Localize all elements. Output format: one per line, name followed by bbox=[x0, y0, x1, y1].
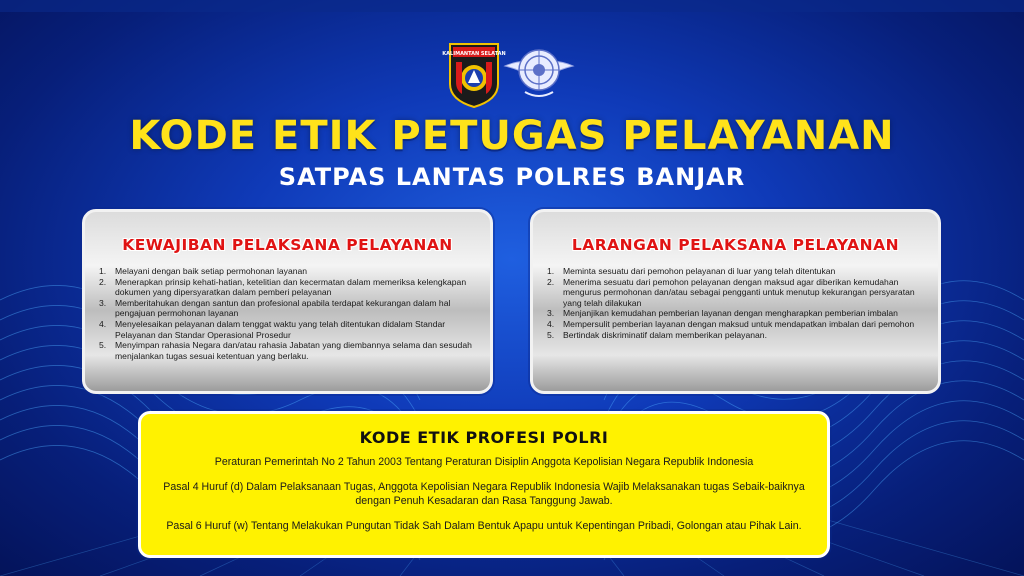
list-item-number: 2. bbox=[547, 276, 555, 287]
list-item-number: 1. bbox=[547, 266, 555, 276]
list-item bbox=[99, 266, 480, 277]
korlantas-emblem-icon bbox=[505, 40, 573, 102]
list-item-number: 4. bbox=[547, 318, 555, 329]
kode-etik-profesi-box bbox=[138, 411, 830, 558]
list-item-text: Menyelesaikan pelayanan dalam tenggat waktu yang telah ditentukan didalam Standar Pelayanan dan Standar Operasional Prosedur bbox=[115, 318, 446, 340]
list-item-text: Memberitahukan dengan santun dan profesional apabila terdapat kekurangan dalam hal pengajuan permohonan layanan bbox=[115, 297, 451, 319]
kewajiban-panel-title: KEWAJIBAN PELAKSANA PELAYANAN bbox=[122, 236, 453, 254]
list-item bbox=[99, 298, 480, 319]
kewajiban-list bbox=[99, 266, 480, 361]
list-item-text: Menerima sesuatu dari pemohon pelayanan dengan maksud agar diberikan kemudahan mengurus permohonan dan/atau sebagai pengganti untuk menutup kekurangan persyaratan yang telah dilakukan bbox=[563, 276, 915, 308]
list-item-number: 3. bbox=[99, 297, 107, 308]
list-item bbox=[547, 308, 928, 319]
kode-etik-title: KODE ETIK PROFESI POLRI bbox=[359, 428, 609, 447]
list-item-number: 5. bbox=[99, 340, 107, 351]
list-item-number: 4. bbox=[99, 318, 107, 329]
logo-left-text: KALIMANTAN SELATAN bbox=[442, 51, 506, 57]
page-subtitle: SATPAS LANTAS POLRES BANJAR bbox=[278, 163, 746, 191]
list-item-number: 5. bbox=[547, 329, 555, 340]
list-item bbox=[99, 340, 480, 361]
list-item bbox=[547, 330, 928, 341]
kode-etik-paragraph: Pasal 6 Huruf (w) Tentang Melakukan Pungutan Tidak Sah Dalam Bentuk Apapu untuk Kepentingan Pribadi, Golongan atau Pihak Lain. bbox=[166, 520, 802, 532]
larangan-panel-title: LARANGAN PELAKSANA PELAYANAN bbox=[571, 236, 900, 254]
list-item bbox=[547, 266, 928, 277]
list-item bbox=[547, 319, 928, 330]
kalimantan-selatan-police-shield-icon bbox=[442, 36, 506, 108]
kode-etik-paragraph: Peraturan Pemerintah No 2 Tahun 2003 Tentang Peraturan Disiplin Anggota Kepolisian Negara Republik Indonesia bbox=[214, 456, 754, 468]
list-item-text: Menjanjikan kemudahan pemberian layanan dengan mengharapkan pemberian imbalan bbox=[563, 308, 898, 319]
list-item bbox=[99, 319, 480, 340]
list-item-text: Meminta sesuatu dari pemohon pelayanan di luar yang telah ditentukan bbox=[563, 266, 836, 276]
list-item-number: 3. bbox=[547, 308, 555, 319]
larangan-panel bbox=[530, 209, 941, 394]
list-item-number: 1. bbox=[99, 266, 107, 276]
list-item-text: Menyimpan rahasia Negara dan/atau rahasia Jabatan yang diembannya selama dan sesudah menjalankan tugas sesuai ketentuan yang berlaku. bbox=[115, 340, 472, 361]
list-item bbox=[547, 277, 928, 309]
kode-etik-paragraph: Pasal 4 Huruf (d) Dalam Pelaksanaan Tugas, Anggota Kepolisian Negara Republik Indonesia Wajib Melaksanakan tugas Sebaik-baiknya dengan Penuh Kesadaran dan Rasa Tanggung Jawab. bbox=[163, 481, 805, 507]
kewajiban-panel bbox=[82, 209, 493, 394]
logo-group bbox=[0, 36, 1024, 110]
list-item-number: 2. bbox=[99, 276, 107, 287]
page-title: KODE ETIK PETUGAS PELAYANAN bbox=[129, 113, 895, 159]
list-item-text: Bertindak diskriminatif dalam memberikan pelayanan. bbox=[563, 329, 767, 340]
list-item bbox=[99, 277, 480, 298]
list-item-text: Melayani dengan baik setiap permohonan layanan bbox=[115, 266, 308, 276]
larangan-list bbox=[547, 266, 928, 340]
list-item-text: Menerapkan prinsip kehati-hatian, ketelitian dan kecermatan dalam memeriksa kelengkapan dokumen yang dipersyaratkan dalam pemberi pelayanan bbox=[115, 276, 467, 298]
list-item-text: Mempersulit pemberian layanan dengan maksud untuk mendapatkan imbalan dari pemohon bbox=[563, 318, 915, 329]
